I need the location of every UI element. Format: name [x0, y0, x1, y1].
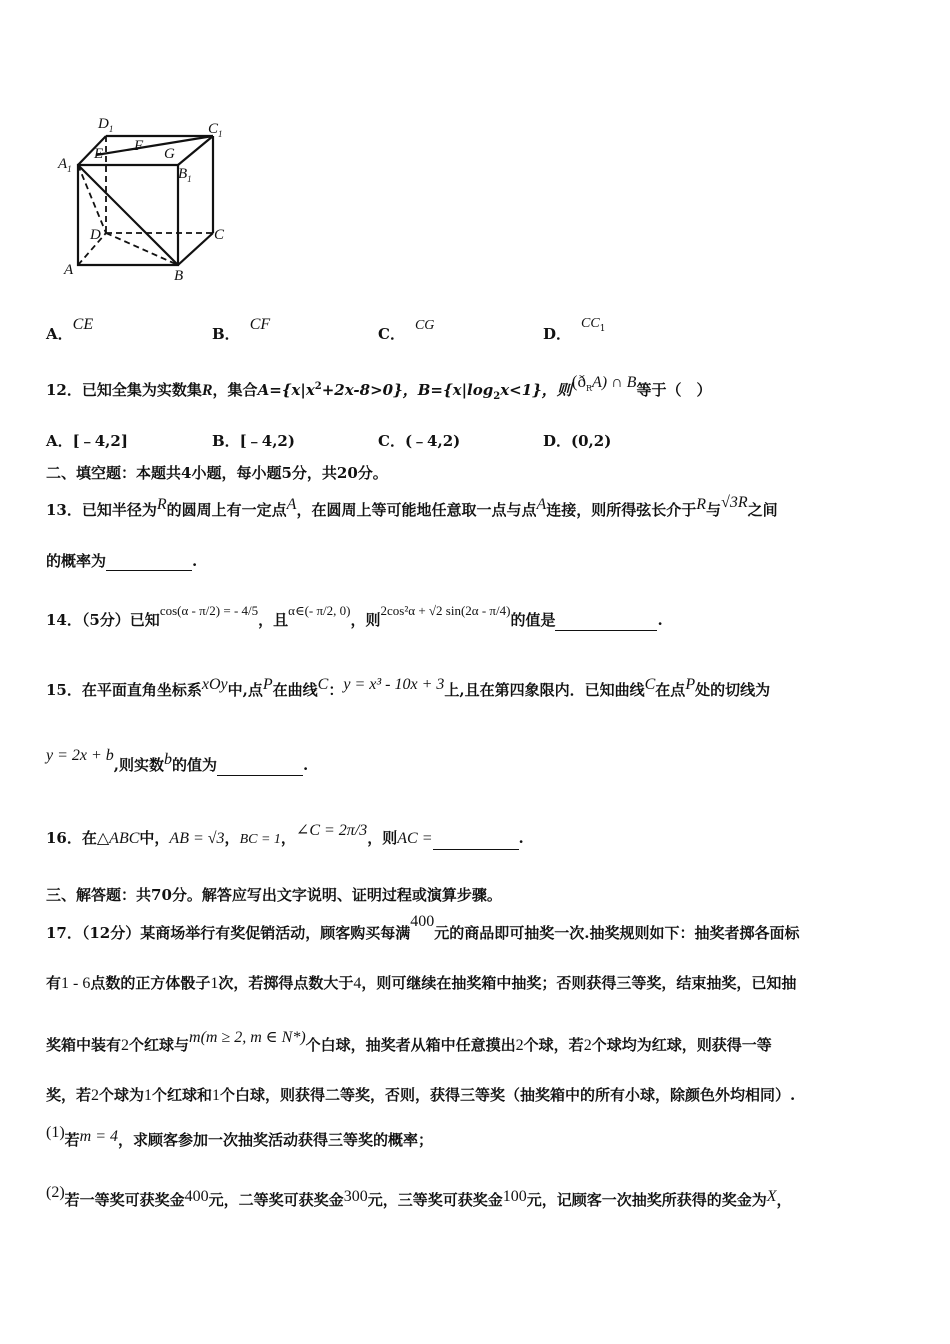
q17-line3: 奖箱中装有2个红球与m(m ≥ 2, m ∈ N*)个白球，抽奖者从箱中任意摸出2个球，若2个球均为红球，则获得一等: [46, 1029, 772, 1054]
q17-part1: (1)若m = 4，求顾客参加一次抽奖活动获得三等奖的概率；: [46, 1124, 434, 1149]
label-a1: $A_1$: [58, 156, 72, 174]
cube-figure: [48, 108, 248, 288]
q16-question: 16．在△ABC中，AB = √3，BC = 1，∠C = 2π/3，则AC = .: [46, 828, 920, 850]
q12-option-b: B．[﹣4,2): [212, 432, 295, 450]
q15-question-line1: 15．在平面直角坐标系xOy中,点P在曲线C：y = x³ - 10x + 3上,且在第四象限内．已知曲线C在点P处的切线为: [46, 676, 771, 699]
q17-line2: 有1 - 6点数的正方体骰子1次，若掷得点数大于4，则可继续在抽奖箱中抽奖；否则获得三等奖，结束抽奖，已知抽: [46, 974, 797, 992]
label-b: B: [174, 268, 184, 284]
q15-question-line2: y = 2x + b,则实数b的值为 .: [46, 747, 309, 774]
label-e: E: [94, 146, 104, 162]
q12-option-a: A．[﹣4,2]: [46, 432, 128, 450]
answer-blank[interactable]: [555, 616, 657, 631]
q12-question: 12．已知全集为实数集R，集合$A=\{x|x^2+2x-8>0\}$，$B=\{x|\log_2x<1\}$，则$(ð^RA)$ ∩ B等于（ ）: [46, 372, 712, 402]
hidden-edge-db: [106, 233, 178, 265]
answer-blank[interactable]: [106, 556, 192, 571]
segment-ec1: [96, 136, 213, 155]
diagonal-a1b: [78, 165, 178, 265]
edge-bc: [178, 233, 213, 265]
label-f: F: [134, 138, 144, 154]
label-g: G: [164, 146, 175, 162]
label-a: A: [64, 262, 74, 278]
q11-option-a: A．CE: [46, 316, 94, 343]
q17-line4: 奖，若2个球为1个红球和1个白球，则获得二等奖，否则，获得三等奖（抽奖箱中的所有小球，除颜色外均相同）.: [46, 1086, 796, 1104]
label-c1: $C_1$: [208, 121, 223, 139]
q11-option-c: C． CG: [378, 318, 435, 343]
label-b1: $B_1$: [178, 166, 192, 184]
q13-question-line2: 的概率为 .: [46, 552, 198, 570]
answer-blank[interactable]: [433, 835, 519, 850]
label-c: C: [214, 227, 225, 243]
q12-option-c: C．(﹣4,2): [378, 432, 461, 450]
q17-part2: (2)若一等奖可获奖金400元，二等奖可获奖金300元，三等奖可获奖金100元，记顾客一次抽奖所获得的奖金为X，: [46, 1184, 792, 1209]
q13-question-line1: 13．已知半径为R的圆周上有一定点A，在圆周上等可能地任意取一点与点A连接，则所得弦长介于R与√3R之间: [46, 494, 778, 519]
q11-option-b: B．CF: [212, 316, 271, 343]
label-d: D: [90, 227, 101, 243]
hidden-edge-a1d: [78, 165, 106, 233]
answer-blank[interactable]: [217, 761, 303, 776]
section-3-heading: 三、解答题：共70分。解答应写出文字说明、证明过程或演算步骤。: [46, 886, 502, 904]
section-2-heading: 二、填空题：本题共4小题，每小题5分，共20分。: [46, 464, 388, 482]
label-d1: $D_1$: [98, 116, 114, 134]
q14-question: 14．（5分）已知cos(α - π/2) = - 4/5，且α∈(- π/2, 0)，则2cos²α + √2 sin(2α - π/4)的值是 .: [46, 603, 663, 629]
q17-line1: 17．（12分）某商场举行有奖促销活动，顾客购买每满400元的商品即可抽奖一次.抽奖规则如下：抽奖者掷各面标: [46, 913, 800, 942]
q12-option-d: D．(0,2): [543, 432, 612, 450]
q11-option-d: D．$CC^1$: [543, 316, 606, 343]
